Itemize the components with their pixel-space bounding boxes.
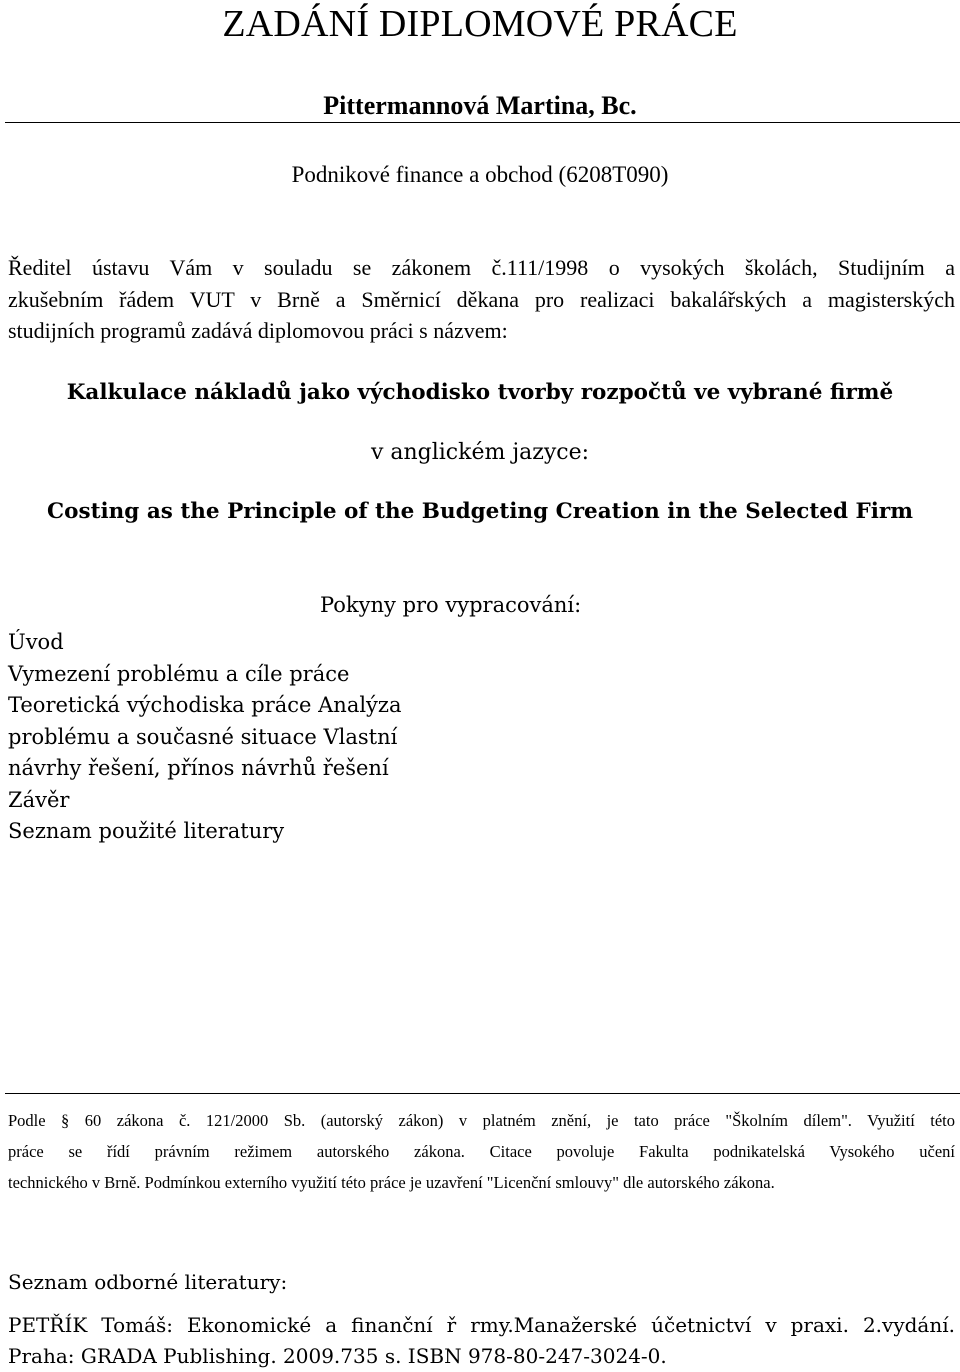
thesis-title-english: Costing as the Principle of the Budgeting Creation in the Selected Firm	[47, 499, 913, 524]
instructions-heading: Pokyny pro vypracování:	[320, 593, 582, 617]
legal-line: technického v Brně. Podmínkou externího využití této práce je uzavření "Licenční smlouvy" dle autorského zákona.	[8, 1173, 775, 1192]
intro-line: studijních programů zadává diplomovou práci s názvem:	[8, 318, 508, 343]
literature-line: Praha: GRADA Publishing. 2009.735 s. ISBN 978-80-247-3024-0.	[8, 1344, 667, 1368]
intro-line: Ředitel ústavu Vám v souladu se zákonem č.111/1998 o vysokých školách, Studijním a	[8, 255, 955, 280]
instruction-item: návrhy řešení, přínos návrhů řešení	[8, 756, 389, 780]
instruction-item: Úvod	[8, 630, 64, 654]
horizontal-rule	[5, 122, 960, 123]
thesis-title-czech: Kalkulace nákladů jako východisko tvorby rozpočtů ve vybrané firmě	[66, 380, 894, 405]
study-program: Podnikové finance a obchod (6208T090)	[291, 162, 669, 187]
instruction-item: Teoretická východiska práce Analýza	[8, 693, 402, 717]
english-language-label: v anglickém jazyce:	[370, 440, 590, 465]
legal-line: práce se řídí právním režimem autorského zákona. Citace povoluje Fakulta podnikatelská Vysokého učení	[8, 1142, 955, 1161]
intro-line: zkušebním řádem VUT v Brně a Směrnicí děkana pro realizaci bakalářských a magisterských	[8, 286, 955, 312]
literature-line: PETŘÍK Tomáš: Ekonomické a finanční ř rmy.Manažerské účetnictví v praxi. 2.vydání.	[8, 1313, 955, 1337]
instructions-list	[8, 627, 428, 848]
instruction-item: Vymezení problému a cíle práce	[8, 661, 350, 686]
horizontal-rule	[5, 1093, 960, 1094]
student-name: Pittermannová Martina, Bc.	[323, 91, 637, 120]
literature-heading: Seznam odborné literatury:	[8, 1270, 288, 1294]
intro-paragraph	[8, 252, 955, 347]
legal-line: Podle § 60 zákona č. 121/2000 Sb. (autorský zákon) v platném znění, je tato práce "Školním dílem". Využití této	[8, 1111, 955, 1130]
literature-entry	[8, 1310, 955, 1372]
instruction-item: Závěr	[8, 787, 70, 812]
instruction-item: problému a současné situace Vlastní	[8, 724, 398, 749]
document-title: ZADÁNÍ DIPLOMOVÉ PRÁCE	[222, 3, 738, 45]
instruction-item: Seznam použité literatury	[8, 819, 285, 843]
legal-notice	[8, 1105, 955, 1198]
